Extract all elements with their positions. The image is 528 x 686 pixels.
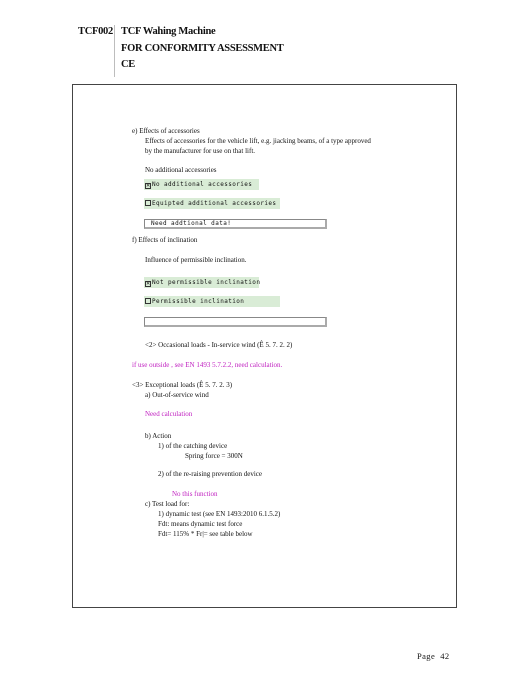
header-divider (114, 25, 115, 77)
option-not-permissible-inclination[interactable] (144, 277, 259, 288)
section-3c1-formula: Fdt= 115% * Fr|= see table below (158, 530, 253, 538)
option-label: No additional accessories (152, 181, 253, 188)
section-e-desc-2: by the manufacturer for use on that lift. (145, 147, 256, 155)
section-3c-title: c) Test load for: (145, 500, 190, 508)
section-e-desc-1: Effects of accessories for the vehicle lift, e.g. jiacking beams, of a type approved (145, 137, 371, 145)
checkbox-unchecked-icon[interactable] (145, 298, 151, 304)
section-2-note: if use outside , see EN 1493 5.7.2.2, need calculation. (132, 361, 283, 369)
section-2-title: <2> Occasional loads - In-service wind (Ê 5. 7. 2. 2) (145, 341, 293, 349)
section-3b2-note: No this function (172, 490, 218, 498)
section-3a-title: a) Out-of-service wind (145, 391, 209, 399)
accessories-note-field[interactable]: Need addtional data! (144, 219, 327, 229)
checkbox-unchecked-icon[interactable] (145, 200, 151, 206)
section-3c1: 1) dynamic test (see EN 1493:2010 6.1.5.2) (158, 510, 281, 518)
document-subtitle: FOR CONFORMITY ASSESSMENT (121, 43, 284, 54)
section-3a-note: Need calculation (145, 410, 193, 418)
option-label: Permissible inclination (152, 298, 245, 305)
section-f-title: f) Effects of inclination (132, 236, 198, 244)
section-3b1: 1) of the catching device (158, 442, 228, 450)
section-e-title: e) Effects of accessories (132, 127, 200, 135)
document-title: TCF Wahing Machine (121, 26, 216, 37)
page-label: Page (417, 651, 436, 661)
page-value: 42 (440, 651, 450, 661)
checkbox-checked-icon[interactable]: ✕ (146, 281, 151, 287)
document-mark: CE (121, 59, 135, 70)
option-no-accessories[interactable] (144, 179, 259, 190)
section-3-title: <3> Exceptional loads (Ê 5. 7. 2. 3) (132, 381, 233, 389)
section-3b2: 2) of the re-raising prevention device (158, 470, 262, 478)
document-code: TCF002 (78, 26, 113, 37)
page-number (417, 651, 450, 661)
option-permissible-inclination[interactable] (144, 296, 280, 307)
section-3b1-value: Spring force = 300N (185, 452, 243, 460)
section-3b-title: b) Action (145, 432, 172, 440)
inclination-note-field[interactable] (144, 317, 327, 327)
section-e-status: No additional accessories (145, 166, 217, 174)
section-f-desc: Influence of permissible inclination. (145, 256, 247, 264)
option-label: Not permissible inclination (152, 279, 261, 286)
option-label: Equipted additional accessories (152, 200, 277, 207)
section-3c1-definition: Fdt: means dynamic test force (158, 520, 243, 528)
option-additional-accessories[interactable] (144, 198, 280, 209)
checkbox-checked-icon[interactable]: ✕ (146, 183, 151, 189)
